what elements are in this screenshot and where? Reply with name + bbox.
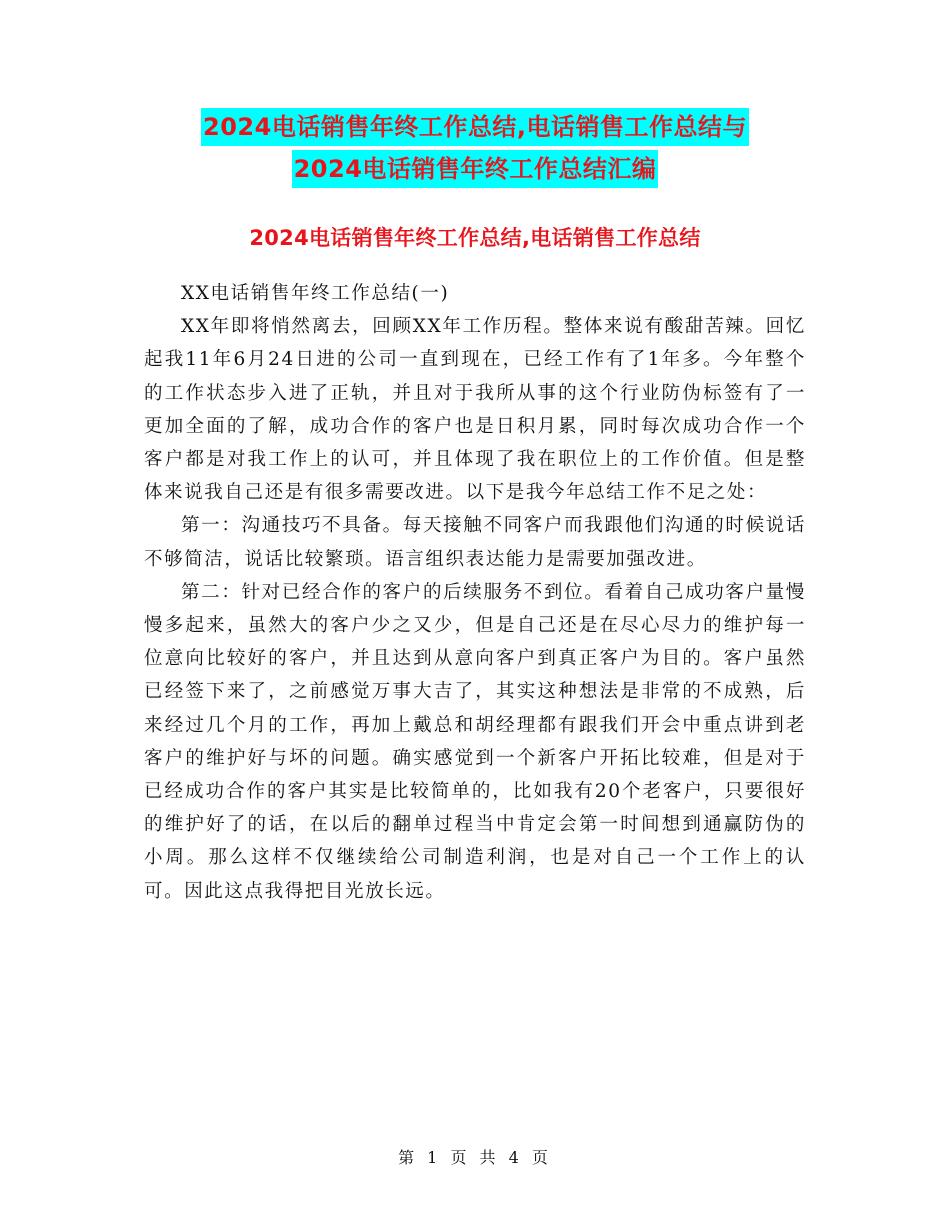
paragraph: XX年即将悄然离去，回顾XX年工作历程。整体来说有酸甜苦辣。回忆起我11年6月24日进的公司一直到现在，已经工作有了1年多。今年整个的工作状态步入进了正轨，并且对于我所从事的这个行业防伪标签有了一更加全面的了解，成功合作的客户也是日积月累，同时每次成功合作一个客户都是对我工作上的认可，并且体现了我在职位上的工作价值。但是整体来说我自己还是有很多需要改进。以下是我今年总结工作不足之处： — [144, 316, 806, 504]
title-line-2: 2024电话销售年终工作总结汇编 — [292, 150, 659, 188]
title-line-1: 2024电话销售年终工作总结,电话销售工作总结与 — [201, 108, 749, 146]
page-number-footer: 第 1 页 共 4 页 — [398, 1148, 552, 1167]
document-body — [144, 277, 806, 908]
paragraph: 第二：针对已经合作的客户的后续服务不到位。看着自己成功客户量慢慢多起来，虽然大的客户少之又少，但是自己还是在尽心尽力的维护每一位意向比较好的客户，并且达到从意向客户到真正客户为目的。客户虽然已经签下来了，之前感觉万事大吉了，其实这种想法是非常的不成熟，后来经过几个月的工作，再加上戴总和胡经理都有跟我们开会中重点讲到老客户的维护好与坏的问题。确实感觉到一个新客户开拓比较难，但是对于已经成功合作的客户其实是比较简单的，比如我有20个老客户，只要很好的维护好了的话，在以后的翻单过程当中肯定会第一时间想到通赢防伪的小周。那么这样不仅继续给公司制造利润，也是对自己一个工作上的认可。因此这点我得把目光放长远。 — [144, 581, 806, 902]
paragraph: 第一：沟通技巧不具备。每天接触不同客户而我跟他们沟通的时候说话不够简洁，说话比较繁琐。语言组织表达能力是需要加强改进。 — [144, 515, 806, 570]
document-title — [0, 108, 950, 192]
section-heading: 2024电话销售年终工作总结,电话销售工作总结 — [249, 226, 701, 250]
paragraph-heading: XX电话销售年终工作总结(一) — [181, 283, 450, 304]
